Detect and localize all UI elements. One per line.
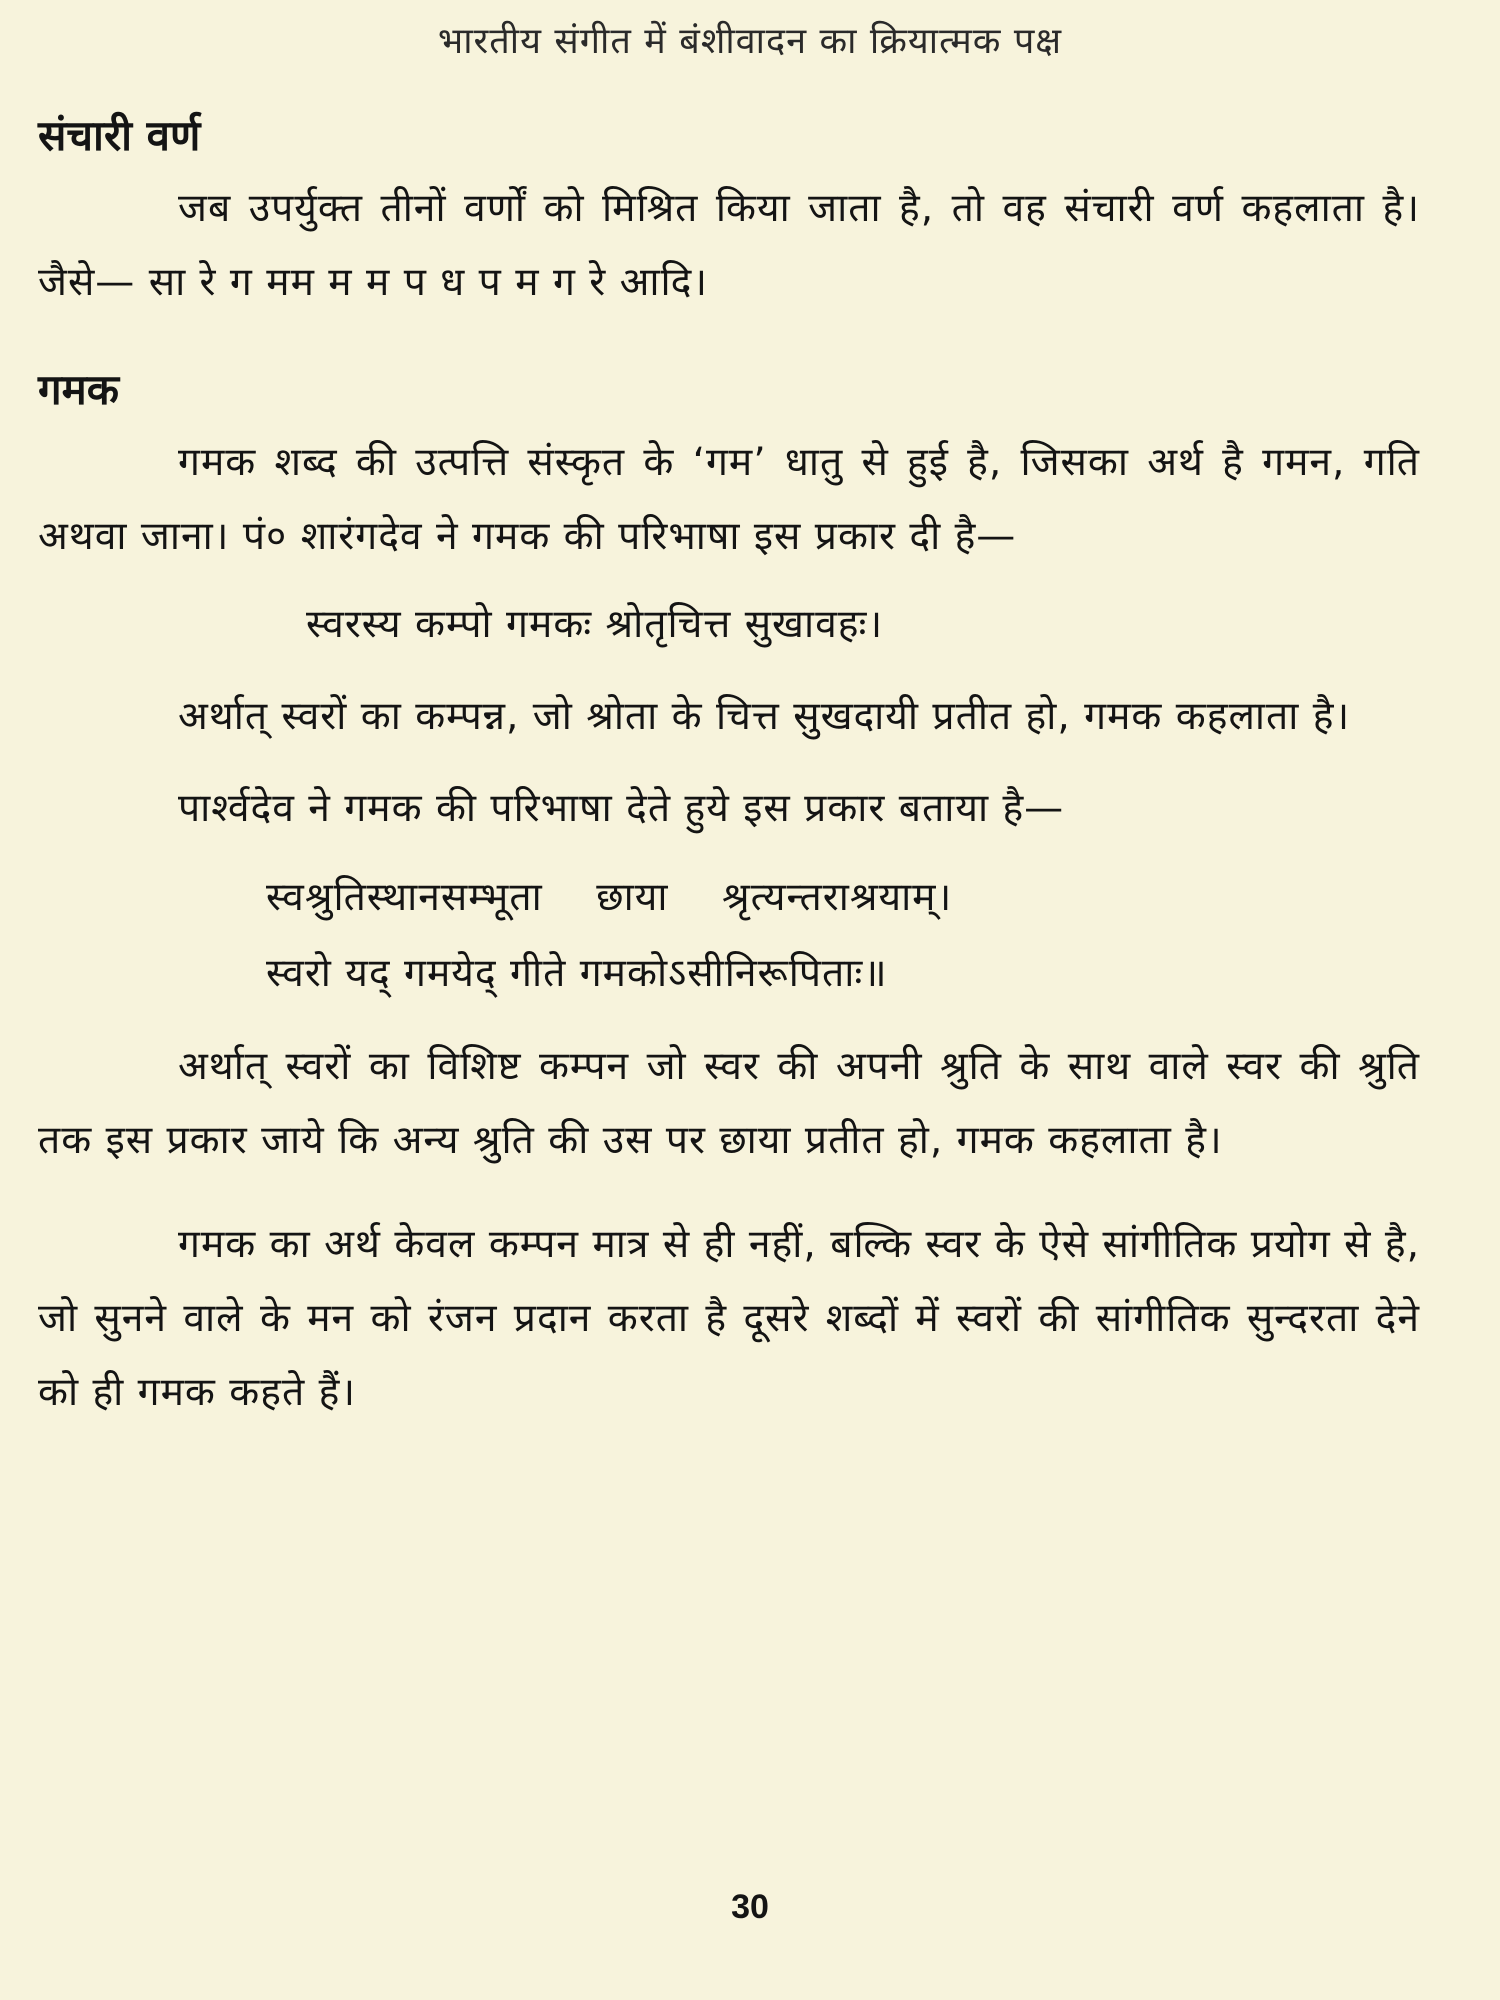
verse-line-2: स्वरो यद् गमयेद् गीते गमकोऽसीनिरूपिताः॥ <box>266 951 888 996</box>
page-body <box>38 100 1420 1430</box>
verse-sharangdev: स्वरस्य कम्पो गमकः श्रोतृचित्त सुखावहः। <box>306 602 884 647</box>
page-number: 30 <box>731 1888 769 1926</box>
paragraph-gamak-conclusion: गमक का अर्थ केवल कम्पन मात्र से ही नहीं, बल्कि स्वर के ऐसे सांगीतिक प्रयोग से है, जो सुनने वाले के मन को रंजन प्रदान करता है दूसरे शब्दों में स्वरों की सांगीतिक सुन्दरता देने को ही गमक कहते हैं। <box>38 1222 1420 1415</box>
running-header: भारतीय संगीत में बंशीवादन का क्रियात्मक पक्ष <box>437 21 1063 62</box>
heading-gamak: गमक <box>38 365 120 414</box>
verse-parshvadev <box>38 860 1420 1012</box>
paragraph-gamak-meaning: अर्थात् स्वरों का कम्पन्न, जो श्रोता के चित्त सुखदायी प्रतीत हो, गमक कहलाता है। <box>178 694 1351 739</box>
paragraph-gamak-explanation: अर्थात् स्वरों का विशिष्ट कम्पन जो स्वर की अपनी श्रुति के साथ वाले स्वर की श्रुति तक इस प्रकार जाये कि अन्य श्रुति की उस पर छाया प्रतीत हो, गमक कहलाता है। <box>38 1044 1420 1163</box>
paragraph-parshvadev-intro: पार्श्वदेव ने गमक की परिभाषा देते हुये इस प्रकार बताया है— <box>178 786 1065 831</box>
paragraph-sanchari: जब उपर्युक्त तीनों वर्णों को मिश्रित किया जाता है, तो वह संचारी वर्ण कहलाता है। जैसे— सा रे ग मम म म प ध प म ग रे आदि। <box>38 186 1420 305</box>
paragraph-gamak-origin: गमक शब्द की उत्पत्ति संस्कृत के ‘गम’ धातु से हुई है, जिसका अर्थ है गमन, गति अथवा जाना। पं० शारंगदेव ने गमक की परिभाषा इस प्रकार दी है— <box>38 440 1420 559</box>
verse-line-1: स्वश्रुतिस्थानसम्भूता छाया श्रृत्यन्तराश्रयाम्। <box>266 875 953 920</box>
heading-sanchari-varna: संचारी वर्ण <box>38 111 201 160</box>
